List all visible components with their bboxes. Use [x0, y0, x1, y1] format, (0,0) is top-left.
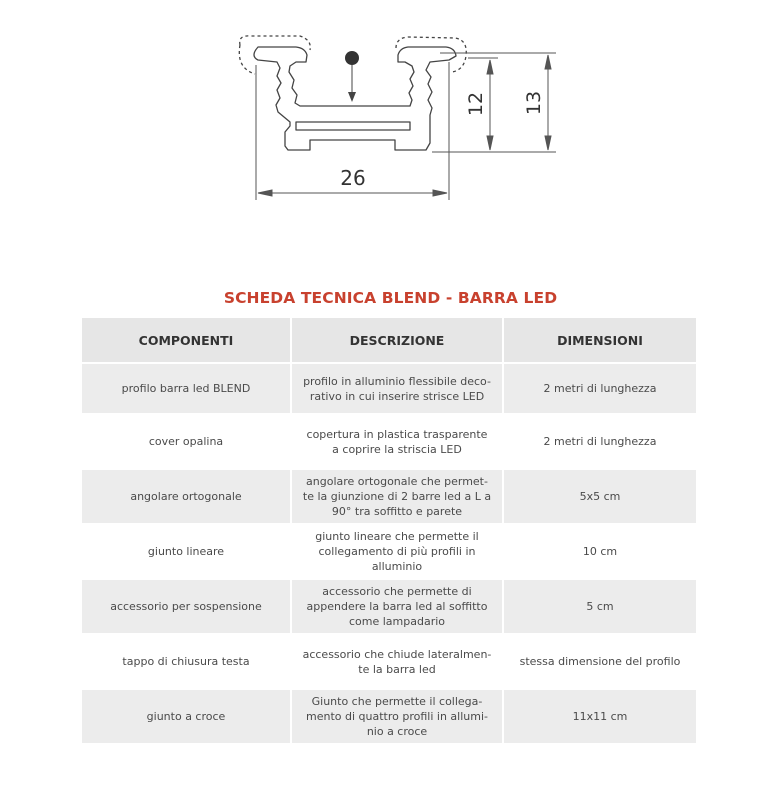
cell-dimension: 11x11 cm — [504, 690, 696, 745]
cell-dimension: stessa dimensione del profilo — [504, 635, 696, 690]
cell-dimension: 2 metri di lunghezza — [504, 415, 696, 470]
cell-component: tappo di chiusura testa — [82, 635, 290, 690]
header-components: COMPONENTI — [82, 318, 290, 364]
cell-description: Giunto che permette il collega- mento di quattro profili in allumi- nio a croce — [292, 690, 502, 745]
cell-description: profilo in alluminio flessibile deco- rativo in cui inserire strisce LED — [292, 364, 502, 415]
cell-description: accessorio che chiude lateralmen- te la barra led — [292, 635, 502, 690]
width-dimension-label: 26 — [340, 166, 366, 190]
spec-table — [80, 318, 698, 745]
cell-component: giunto a croce — [82, 690, 290, 745]
table-row — [82, 635, 696, 690]
header-description: DESCRIZIONE — [292, 318, 502, 364]
inner-height-dimension-label: 12 — [465, 91, 487, 117]
cell-description: giunto lineare che permette il collegamento di più profili in alluminio — [292, 525, 502, 580]
table-row — [82, 364, 696, 415]
page-title: SCHEDA TECNICA BLEND - BARRA LED — [223, 289, 558, 307]
cell-dimension: 10 cm — [504, 525, 696, 580]
cell-component: cover opalina — [82, 415, 290, 470]
table-row — [82, 470, 696, 525]
table-row — [82, 525, 696, 580]
cell-component: angolare ortogonale — [82, 470, 290, 525]
cell-dimension: 2 metri di lunghezza — [504, 364, 696, 415]
cell-dimension: 5 cm — [504, 580, 696, 635]
outer-height-dimension-label: 13 — [523, 90, 545, 116]
cell-description: accessorio che permette di appendere la barra led al soffitto come lampadario — [292, 580, 502, 635]
led-icon — [345, 51, 359, 65]
profile-inner-channel — [296, 122, 410, 130]
table-row — [82, 690, 696, 745]
table-header-row — [82, 318, 696, 364]
header-dimensions: DIMENSIONI — [504, 318, 696, 364]
cell-description: angolare ortogonale che permet- te la giunzione di 2 barre led a L a 90° tra soffitto e parete — [292, 470, 502, 525]
cell-component: profilo barra led BLEND — [82, 364, 290, 415]
profile-technical-drawing — [0, 0, 781, 240]
table-row — [82, 415, 696, 470]
cell-dimension: 5x5 cm — [504, 470, 696, 525]
cell-component: giunto lineare — [82, 525, 290, 580]
table-row — [82, 580, 696, 635]
cell-component: accessorio per sospensione — [82, 580, 290, 635]
cell-description: copertura in plastica trasparente a coprire la striscia LED — [292, 415, 502, 470]
